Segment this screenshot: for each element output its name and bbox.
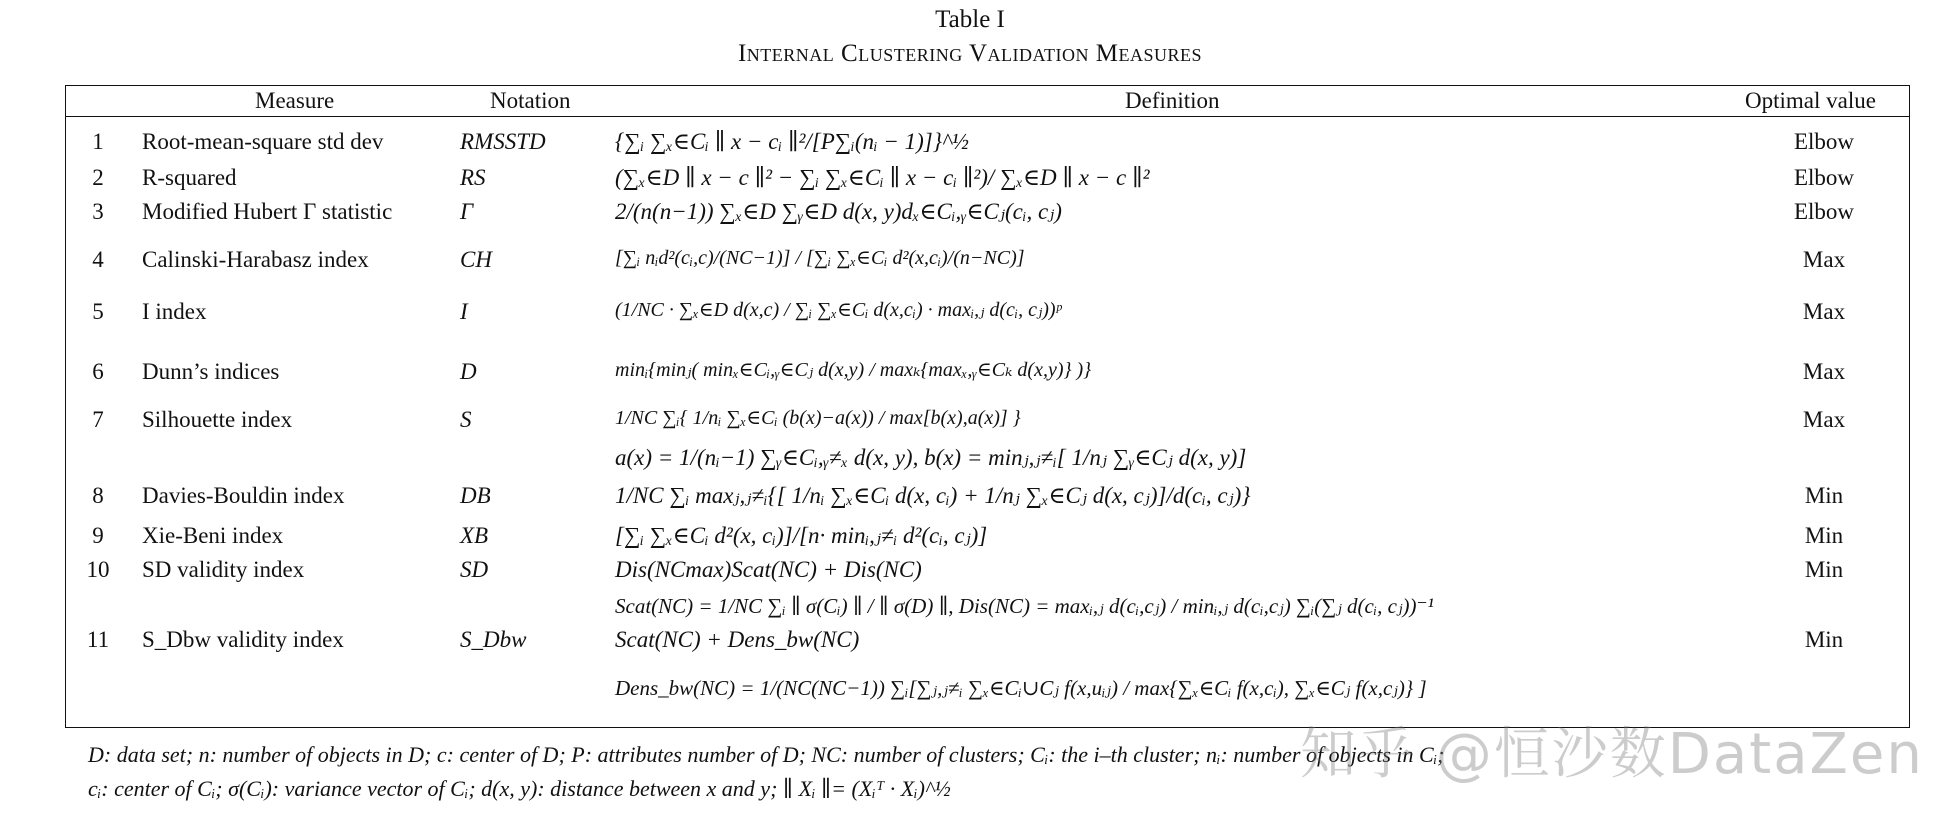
- row-number: 9: [92, 523, 104, 548]
- measure-name: Xie-Beni index: [142, 523, 284, 548]
- definition-formula: (1/NC · ∑ₓ∈D d(x,c) / ∑ᵢ ∑ₓ∈Cᵢ d(x,cᵢ) · maxᵢ,ⱼ d(cᵢ, cⱼ))ᵖ: [615, 299, 1062, 321]
- notation-symbol: DB: [460, 483, 491, 508]
- definition-formula: [∑ᵢ ∑ₓ∈Cᵢ d²(x, cᵢ)]/[n· minᵢ,ⱼ≠ᵢ d²(cᵢ, cⱼ)]: [615, 523, 988, 548]
- optimal-value: Elbow: [1793, 165, 1855, 190]
- table-title: Internal Clustering Validation Measures: [737, 40, 1203, 67]
- definition-formula: Scat(NC) + Dens_bw(NC): [615, 627, 860, 652]
- row-number: 3: [92, 199, 104, 224]
- measure-name: Calinski-Harabasz index: [142, 247, 369, 272]
- notation-symbol: S: [460, 407, 472, 432]
- optimal-value: Elbow: [1793, 129, 1855, 154]
- notation-symbol: S_Dbw: [460, 627, 527, 652]
- measure-name: R-squared: [142, 165, 237, 190]
- row-number: 5: [92, 299, 104, 324]
- measure-name: Modified Hubert Γ statistic: [142, 199, 393, 224]
- optimal-value: Max: [1802, 407, 1846, 432]
- notation-symbol: SD: [460, 557, 489, 582]
- header-definition: Definition: [1125, 88, 1220, 113]
- notation-symbol: I: [460, 299, 468, 324]
- footnote-line-2: cᵢ: center of Cᵢ; σ(Cᵢ): variance vector of Cᵢ; d(x, y): distance between x and y; ∥ Xᵢ ∥= (Xᵢᵀ · Xᵢ)^½: [88, 776, 951, 801]
- definition-formula-continued: Dens_bw(NC) = 1/(NC(NC−1)) ∑ᵢ[∑ⱼ,ⱼ≠ᵢ ∑ₓ∈Cᵢ∪Cⱼ f(x,uᵢⱼ) / max{∑ₓ∈Cᵢ f(x,cᵢ), ∑ₓ∈Cⱼ f(x,cⱼ)} ]: [615, 676, 1427, 700]
- table-label: Table I: [935, 6, 1005, 33]
- measure-name: Davies-Bouldin index: [142, 483, 345, 508]
- notation-symbol: XB: [460, 523, 489, 548]
- row-number: 7: [92, 407, 104, 432]
- definition-formula-continued: Scat(NC) = 1/NC ∑ᵢ ∥ σ(Cᵢ) ∥ / ∥ σ(D) ∥, Dis(NC) = maxᵢ,ⱼ d(cᵢ,cⱼ) / minᵢ,ⱼ d(cᵢ,cⱼ) ∑ᵢ(∑ⱼ d(cᵢ, cⱼ))⁻¹: [615, 594, 1434, 618]
- row-number: 10: [86, 557, 110, 582]
- optimal-value: Min: [1804, 557, 1844, 582]
- definition-formula: (∑ₓ∈D ∥ x − c ∥² − ∑ᵢ ∑ₓ∈Cᵢ ∥ x − cᵢ ∥²)/ ∑ₓ∈D ∥ x − c ∥²: [615, 165, 1150, 190]
- row-number: 1: [92, 129, 104, 154]
- notation-symbol: Γ: [460, 199, 474, 224]
- row-number: 11: [86, 627, 110, 652]
- row-number: 2: [92, 165, 104, 190]
- definition-formula-continued: a(x) = 1/(nᵢ−1) ∑ᵧ∈Cᵢ,ᵧ≠ₓ d(x, y), b(x) = minⱼ,ⱼ≠ᵢ[ 1/nⱼ ∑ᵧ∈Cⱼ d(x, y)]: [615, 445, 1247, 470]
- footnote-line-1: D: data set; n: number of objects in D; c: center of D; P: attributes number of D; NC: number of clusters; Cᵢ: the i–th cluster; nᵢ: number of objects in Cᵢ;: [88, 742, 1445, 767]
- header-notation: Notation: [490, 88, 571, 113]
- row-number: 4: [92, 247, 104, 272]
- measure-name: Root-mean-square std dev: [142, 129, 384, 154]
- definition-formula: Dis(NCmax)Scat(NC) + Dis(NC): [615, 557, 922, 582]
- optimal-value: Min: [1804, 523, 1844, 548]
- optimal-value: Max: [1802, 247, 1846, 272]
- notation-symbol: D: [460, 359, 477, 384]
- measure-name: I index: [142, 299, 207, 324]
- row-number: 6: [92, 359, 104, 384]
- optimal-value: Max: [1802, 359, 1846, 384]
- optimal-value: Max: [1802, 299, 1846, 324]
- notation-symbol: CH: [460, 247, 492, 272]
- definition-formula: 1/NC ∑ᵢ maxⱼ,ⱼ≠ᵢ{[ 1/nᵢ ∑ₓ∈Cᵢ d(x, cᵢ) + 1/nⱼ ∑ₓ∈Cⱼ d(x, cⱼ)]/d(cᵢ, cⱼ)}: [615, 483, 1251, 508]
- header-measure: Measure: [255, 88, 335, 113]
- watermark: 知乎 @恒沙数DataZen: [1300, 722, 1924, 787]
- header-optimal: Optimal value: [1745, 88, 1876, 113]
- measure-name: S_Dbw validity index: [142, 627, 344, 652]
- definition-formula: minᵢ{minⱼ( minₓ∈Cᵢ,ᵧ∈Cⱼ d(x,y) / maxₖ{maxₓ,ᵧ∈Cₖ d(x,y)} )}: [615, 359, 1092, 381]
- definition-formula: [∑ᵢ nᵢd²(cᵢ,c)/(NC−1)] / [∑ᵢ ∑ₓ∈Cᵢ d²(x,cᵢ)/(n−NC)]: [615, 247, 1025, 269]
- definition-formula: 1/NC ∑ᵢ{ 1/nᵢ ∑ₓ∈Cᵢ (b(x)−a(x)) / max[b(x),a(x)] }: [615, 407, 1021, 429]
- definition-formula: {∑ᵢ ∑ₓ∈Cᵢ ∥ x − cᵢ ∥²/[P∑ᵢ(nᵢ − 1)]}^½: [615, 129, 969, 154]
- definition-formula: 2/(n(n−1)) ∑ₓ∈D ∑ᵧ∈D d(x, y)dₓ∈Cᵢ,ᵧ∈Cⱼ(cᵢ, cⱼ): [615, 199, 1062, 224]
- row-number: 8: [92, 483, 104, 508]
- optimal-value: Elbow: [1793, 199, 1855, 224]
- notation-symbol: RMSSTD: [460, 129, 546, 154]
- notation-symbol: RS: [460, 165, 486, 190]
- optimal-value: Min: [1804, 483, 1844, 508]
- header-divider: [65, 116, 1910, 117]
- optimal-value: Min: [1804, 627, 1844, 652]
- measure-name: Dunn’s indices: [142, 359, 280, 384]
- measure-name: Silhouette index: [142, 407, 293, 432]
- measure-name: SD validity index: [142, 557, 305, 582]
